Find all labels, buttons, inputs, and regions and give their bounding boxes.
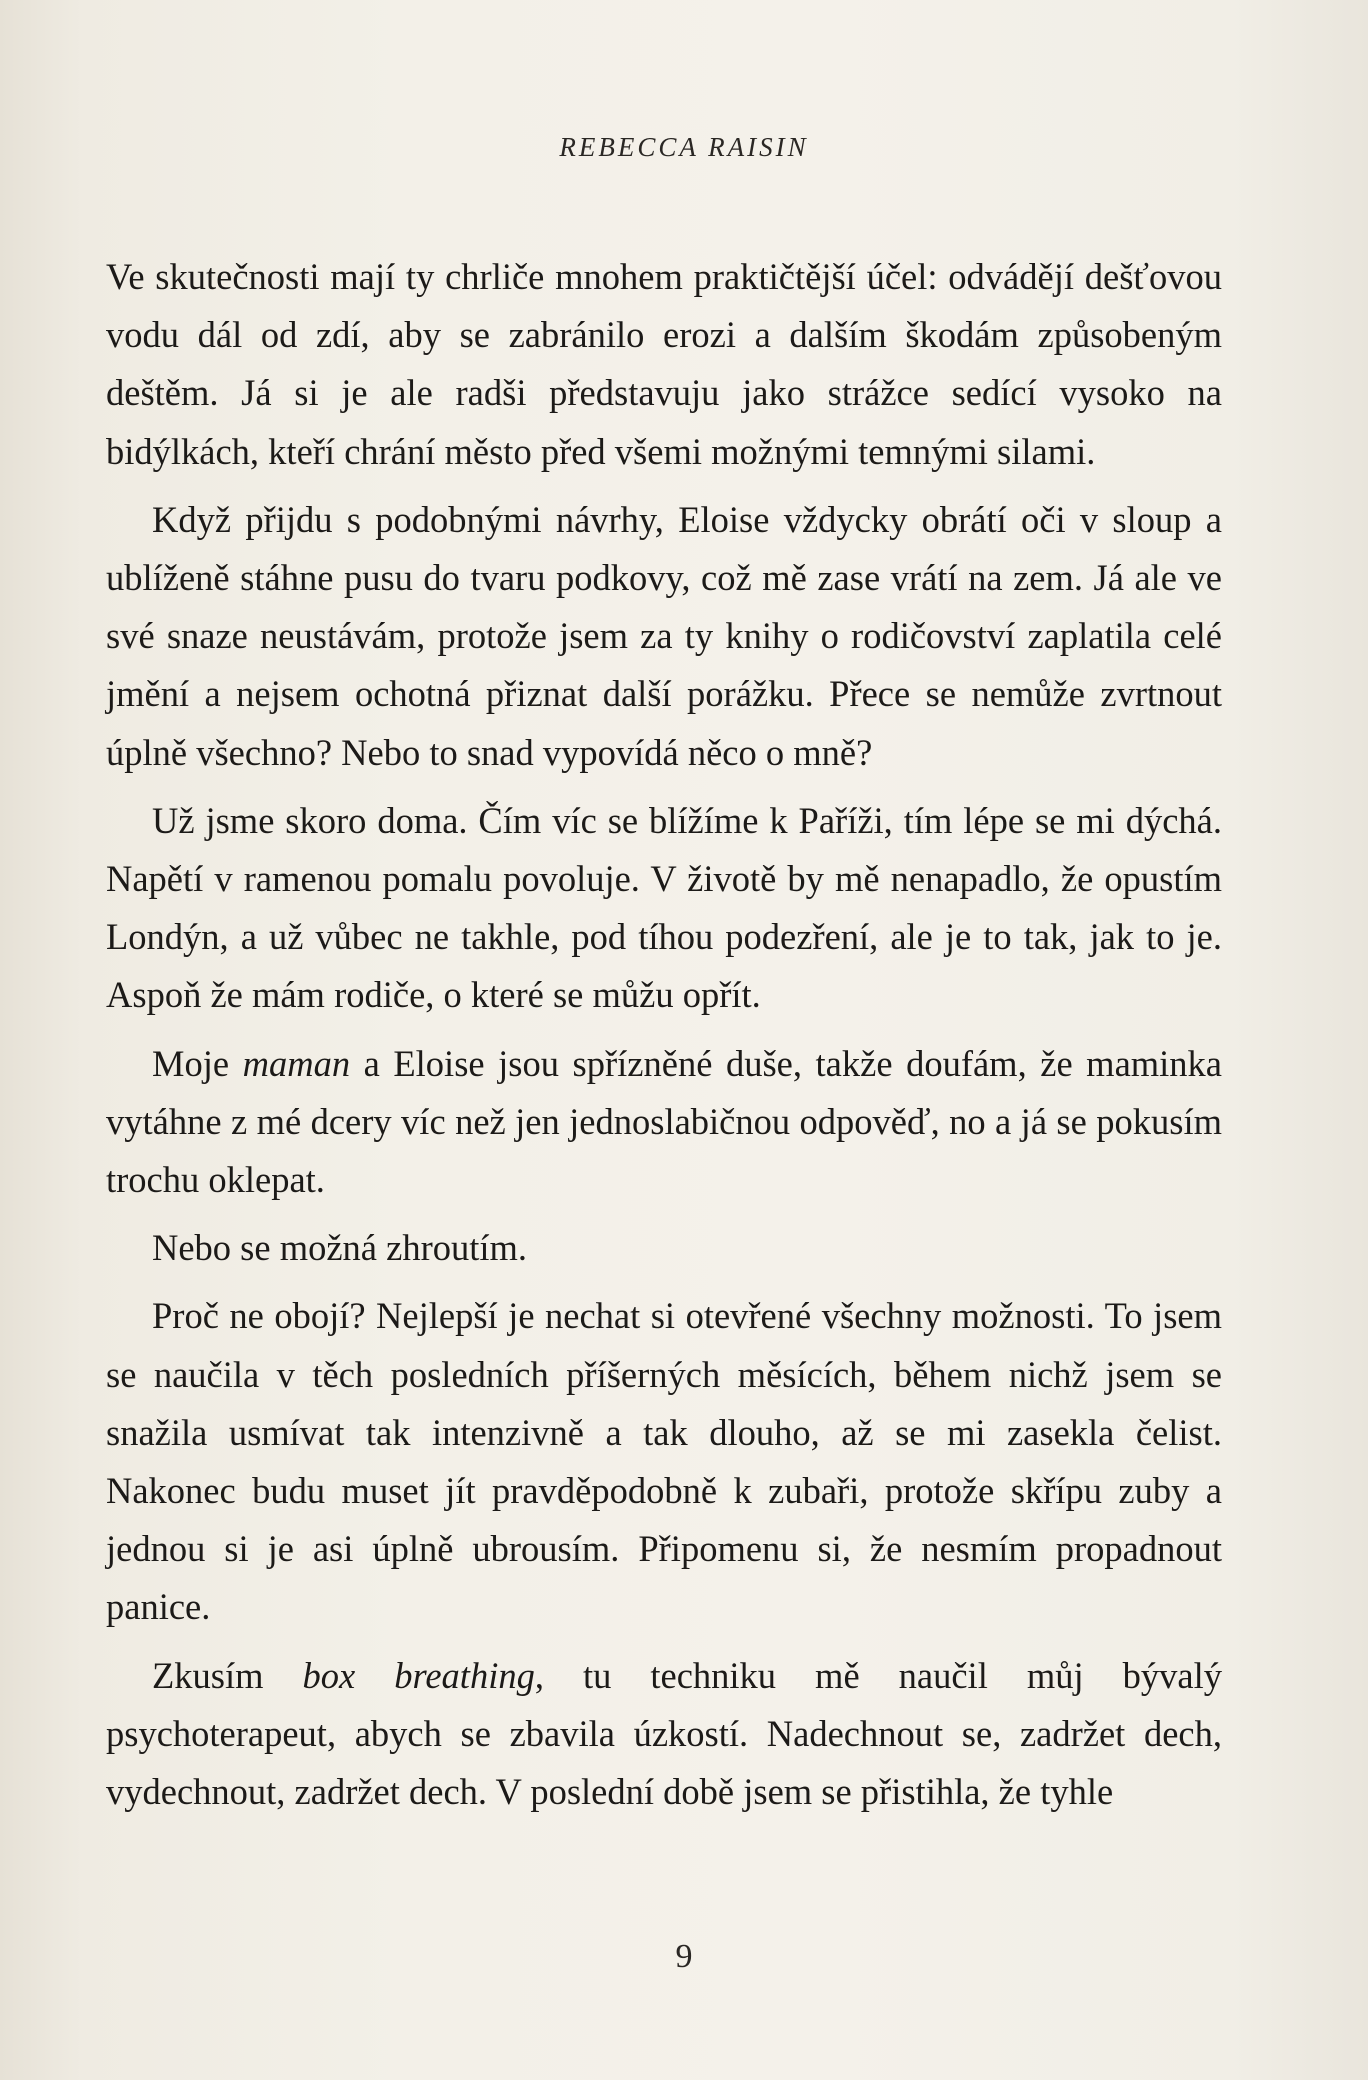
paragraph-7-italic: box breathing	[302, 1654, 535, 1696]
paragraph-4-italic: maman	[242, 1042, 351, 1084]
paragraph-2: Když přijdu s podobnými návrhy, Eloise vždycky obrátí oči v sloup a ublíženě stáhne pusu do tvaru podkovy, což mě zase vrátí na zem. Já ale ve své snaze neustávám, protože jsem za ty knihy o rodičovství zaplatila celé jmění a nejsem ochotná přiznat další porážku. Přece se nemůže zvrtnout úplně všechno? Nebo to snad vypovídá něco o mně?	[106, 498, 1222, 773]
paragraph-4-start: Moje	[152, 1042, 243, 1084]
paragraph-6: Proč ne obojí? Nejlepší je nechat si otevřené všechny možnosti. To jsem se naučila v těch posledních příšerných měsících, během nichž jsem se snažila usmívat tak intenzivně a tak dlouho, až se mi zasekla čelist. Nakonec budu muset jít pravděpodobně k zubaři, protože skřípu zuby a jednou si je asi úplně ubrousím. Připomenu si, že nesmím propadnout panice.	[106, 1295, 1222, 1628]
page-number: 9	[675, 1938, 693, 1975]
paragraph-1: Ve skutečnosti mají ty chrliče mnohem praktičtější účel: odvádějí dešťovou vodu dál od zdí, aby se zabránilo erozi a dalším škodám způsobeným deštěm. Já si je ale radši představuju jako strážce sedící vysoko na bidýlkách, kteří chrání město před všemi možnými temnými silami.	[106, 256, 1222, 472]
paragraph-7	[106, 1647, 1222, 1822]
body-text	[106, 248, 1222, 1821]
paragraph-7-start: Zkusím	[152, 1654, 303, 1696]
paragraph-3: Už jsme skoro doma. Čím víc se blížíme k Paříži, tím lépe se mi dýchá. Napětí v ramenou pomalu povoluje. V životě by mě nenapadlo, že opustím Londýn, a už vůbec ne takhle, pod tíhou podezření, ale je to tak, jak to je. Aspoň že mám rodiče, o které se můžu opřít.	[106, 799, 1222, 1016]
running-head: REBECCA RAISIN	[559, 132, 809, 162]
paragraph-7-end: , tu techniku mě naučil můj bývalý psychoterapeut, abych se zbavila úzkostí. Nadechnout se, zadržet dech, vydechnout, zadržet dech. V poslední době jsem se přistihla, že tyhle	[106, 1654, 1222, 1813]
paragraph-4-end: a Eloise jsou spřízněné duše, takže doufám, že maminka vytáhne z mé dcery víc než jen jednoslabičnou odpověď, no a já se pokusím trochu oklepat.	[106, 1042, 1223, 1201]
paragraph-5: Nebo se možná zhroutím.	[152, 1227, 528, 1269]
paragraph-4	[106, 1035, 1222, 1210]
